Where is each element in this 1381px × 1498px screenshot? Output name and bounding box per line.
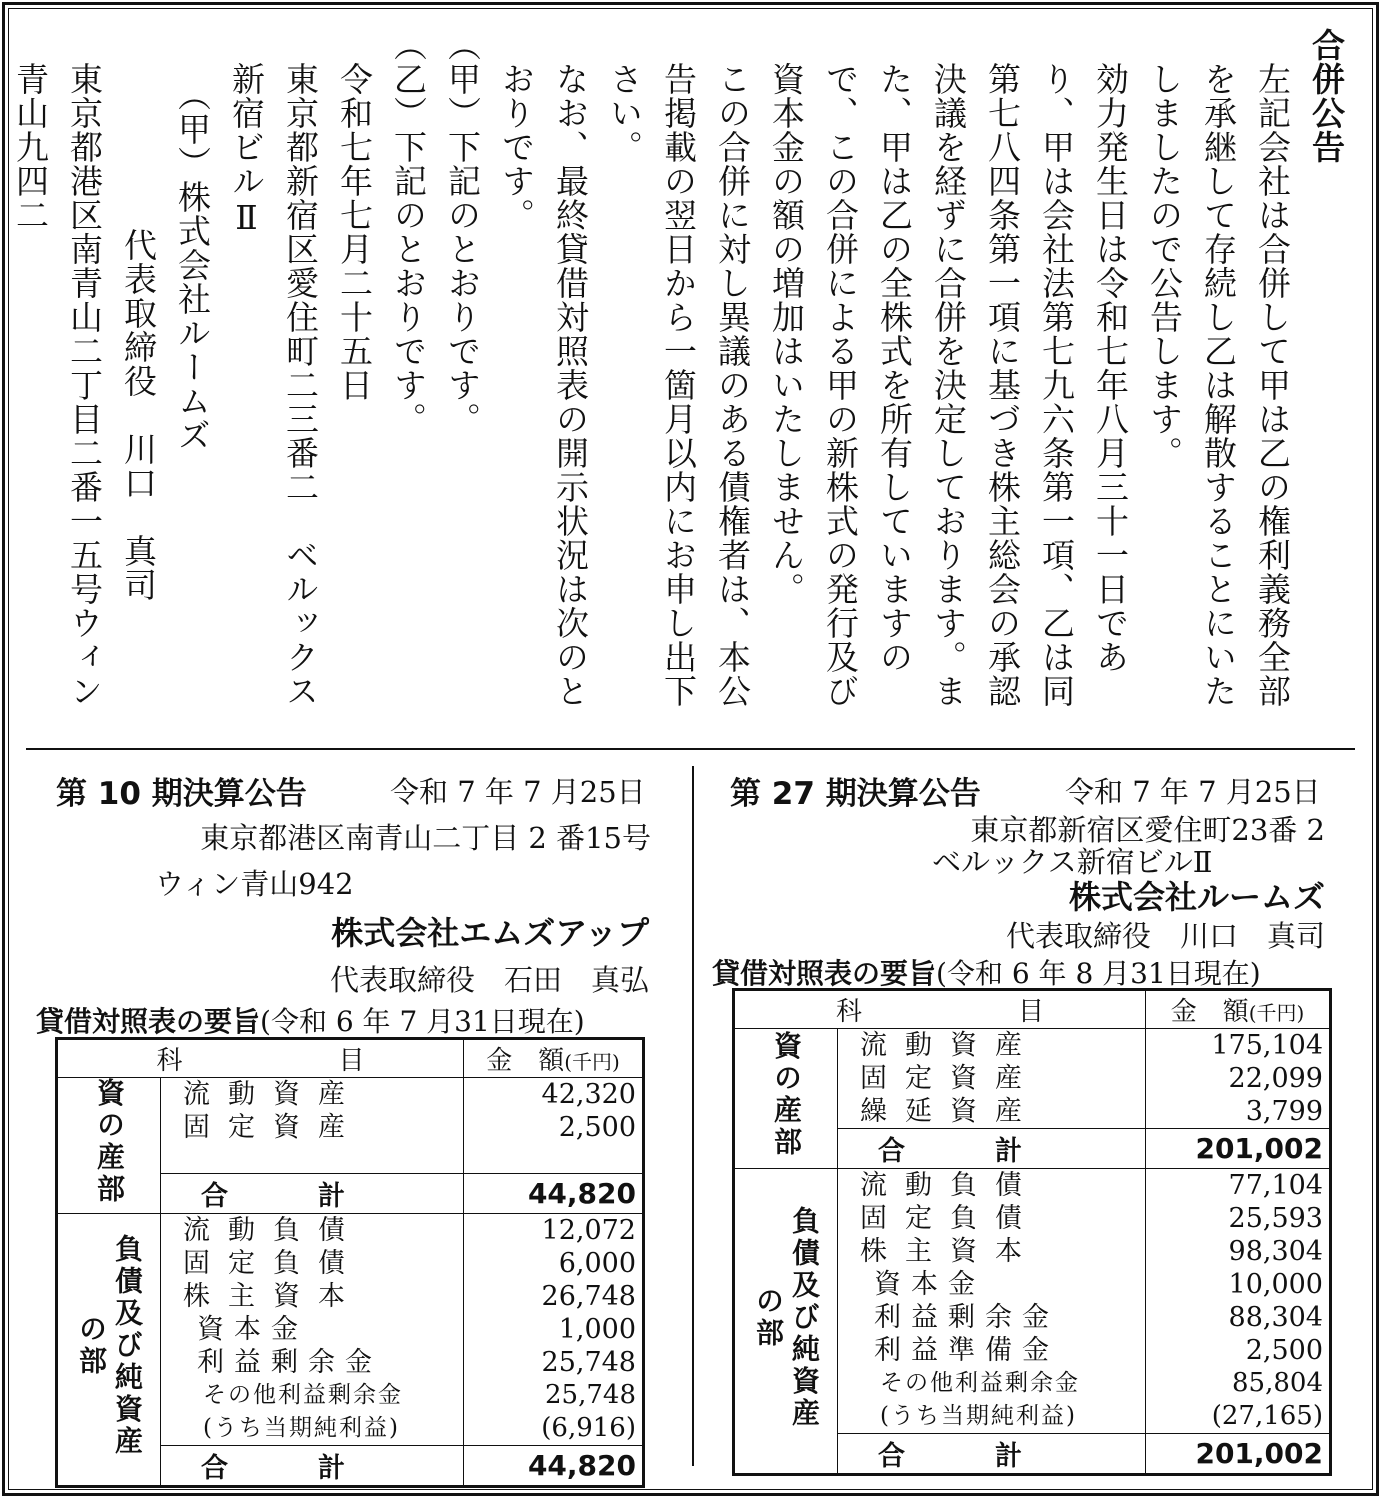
left-bs-date: (令和 6 年 7 月31日現在) xyxy=(260,1005,585,1038)
left-assets-total: 44,820 xyxy=(464,1174,644,1214)
right-assets-total: 201,002 xyxy=(1146,1129,1331,1169)
left-liabilities-item-value: 1,000 xyxy=(558,1314,636,1345)
party-a-address: 東京都新宿区愛住町二三番二 ベルックス新宿ビルⅡ xyxy=(227,62,320,708)
left-liabilities-label: 負債及び純資産の部 xyxy=(75,1234,144,1458)
right-liabilities-item-value: 98,304 xyxy=(1228,1236,1323,1267)
right-liabilities-section xyxy=(734,1169,838,1475)
left-liabilities-item-name: 株主資本 xyxy=(183,1281,363,1312)
merger-notice xyxy=(11,28,1353,738)
right-liabilities-total-label: 合計 xyxy=(838,1434,1146,1475)
party-a-rep: 代表取締役 川口 真司 xyxy=(119,228,158,602)
right-liabilities-item-name: 利益準備金 xyxy=(874,1335,1059,1366)
right-company: 株式会社ルームズ xyxy=(1068,878,1325,916)
right-bs-title xyxy=(712,952,1261,992)
right-liabilities-item-value: 25,593 xyxy=(1228,1203,1323,1234)
right-assets-item-name: 固定資産 xyxy=(860,1063,1040,1094)
left-bs-title xyxy=(36,1000,585,1040)
left-assets-values xyxy=(464,1078,644,1174)
left-liabilities-item-value: 25,748 xyxy=(545,1380,636,1410)
left-liabilities-item-name: 流動負債 xyxy=(183,1215,363,1246)
left-liabilities-item-name: その他利益剰余金 xyxy=(203,1382,403,1408)
left-liabilities-item-name: (うち当期純利益) xyxy=(203,1415,400,1441)
left-liabilities-item-name: 資本金 xyxy=(197,1314,308,1345)
right-liabilities-item-value: 2,500 xyxy=(1245,1335,1323,1366)
left-liabilities-item-value: 12,072 xyxy=(541,1215,636,1246)
right-bs-heading: 貸借対照表の要旨 xyxy=(712,957,937,990)
right-liabilities-item-value: 10,000 xyxy=(1228,1269,1323,1300)
right-balance-sheet xyxy=(732,988,1332,1476)
right-title: 第 27 期決算公告 xyxy=(730,776,981,812)
party-b-company xyxy=(0,28,3,738)
right-assets-item-name: 流動資産 xyxy=(860,1030,1040,1061)
left-address-2: ウィン青山942 xyxy=(155,867,354,901)
left-liabilities-item-name: 固定負債 xyxy=(183,1248,363,1279)
left-assets-item-name: 固定資産 xyxy=(183,1112,363,1143)
left-balance-sheet xyxy=(55,1037,645,1488)
notice-title: 合併公告 xyxy=(1307,28,1346,164)
left-head-amount xyxy=(464,1039,644,1078)
right-head-unit: (千円) xyxy=(1248,1001,1305,1025)
left-title: 第 10 期決算公告 xyxy=(56,776,307,812)
notice-paragraph-2: 効力発生日は令和七年八月三十一日であり、甲は会社法第七九六条第一項、乙は同第七八四条第一項に基づき株主総会の承認決議を経ずに合併を決定しております。また、甲は乙の全株式を所有していますので、この合併による甲の新株式の発行及び資本金の額の増加はいたしません。 xyxy=(767,62,1130,708)
left-address-1: 東京都港区南青山二丁目 2 番15号 xyxy=(200,821,651,855)
right-rep: 代表取締役 川口 真司 xyxy=(1005,919,1325,953)
left-assets-item-value: 42,320 xyxy=(541,1079,636,1110)
left-bs-heading: 貸借対照表の要旨 xyxy=(36,1005,261,1038)
right-address-2: ベルックス新宿ビルⅡ xyxy=(932,845,1213,879)
left-liabilities-values xyxy=(464,1214,644,1446)
right-assets-values xyxy=(1146,1029,1331,1129)
right-assets-section xyxy=(734,1029,838,1169)
right-assets-item-value: 175,104 xyxy=(1211,1030,1323,1061)
left-liabilities-item-value: 26,748 xyxy=(541,1281,636,1312)
left-assets-total-label: 合計 xyxy=(161,1174,464,1214)
left-head-item: 科 目 xyxy=(57,1039,464,1078)
notice-paragraph-3: この合併に対し異議のある債権者は、本公告掲載の翌日から一箇月以内にお申し出下さい。 xyxy=(605,62,752,708)
notice-paragraph-4: なお、最終貸借対照表の開示状況は次のとおりです。 xyxy=(497,62,590,708)
right-assets-total-label: 合計 xyxy=(838,1129,1146,1169)
left-assets-label: 資の産部 xyxy=(93,1078,126,1206)
left-assets-item-value: 2,500 xyxy=(558,1112,636,1143)
right-assets-item-name: 繰延資産 xyxy=(860,1096,1040,1127)
right-liabilities-values xyxy=(1146,1169,1331,1434)
right-liabilities-item-name: その他利益剰余金 xyxy=(880,1370,1080,1396)
right-liabilities-item-value: 88,304 xyxy=(1228,1302,1323,1333)
right-assets-items xyxy=(838,1029,1146,1129)
left-liabilities-item-value: 6,000 xyxy=(558,1248,636,1279)
left-head-unit: (千円) xyxy=(564,1050,620,1074)
right-assets-label: 資の産部 xyxy=(770,1031,803,1159)
right-head-amount xyxy=(1146,990,1331,1029)
left-liabilities-item-value: 25,748 xyxy=(541,1347,636,1378)
right-assets-item-value: 3,799 xyxy=(1245,1096,1323,1127)
notice-date: 令和七年七月二十五日 xyxy=(335,62,374,402)
right-head-item: 科 目 xyxy=(734,990,1146,1029)
horizontal-divider xyxy=(26,748,1355,750)
right-liabilities-item-name: 株主資本 xyxy=(860,1236,1040,1267)
right-liabilities-total: 201,002 xyxy=(1146,1434,1331,1475)
right-date: 令和 7 年 7 月25日 xyxy=(1065,775,1321,809)
right-head-amount-label: 金 額 xyxy=(1170,997,1249,1027)
right-liabilities-item-name: 資本金 xyxy=(874,1269,985,1300)
left-liabilities-item-name: 利益剰余金 xyxy=(197,1347,382,1378)
right-liabilities-item-name: (うち当期純利益) xyxy=(880,1403,1077,1429)
party-b-address: 東京都港区南青山二丁目二番一五号ウィン青山九四二 xyxy=(11,62,104,708)
party-a-company: （甲）株式会社ルームズ xyxy=(173,78,212,452)
right-liabilities-item-value: (27,165) xyxy=(1211,1401,1323,1431)
notice-party-a-status: （甲）下記のとおりです。 xyxy=(443,28,482,436)
left-assets-items xyxy=(161,1078,464,1174)
notice-paragraph-1: 左記会社は合併して甲は乙の権利義務全部を承継して存続し乙は解散することにいたしましたので公告します。 xyxy=(1145,62,1292,708)
left-liabilities-total-label: 合計 xyxy=(161,1446,464,1487)
right-liabilities-label: 負債及び純資産の部 xyxy=(752,1205,821,1430)
left-head-amount-label: 金 額 xyxy=(486,1046,565,1076)
vertical-divider xyxy=(692,766,694,1466)
left-company: 株式会社エムズアップ xyxy=(331,914,649,952)
right-liabilities-item-value: 85,804 xyxy=(1232,1368,1323,1398)
right-liabilities-items xyxy=(838,1169,1146,1434)
left-assets-section xyxy=(57,1078,161,1214)
right-liabilities-item-name: 利益剰余金 xyxy=(874,1302,1059,1333)
right-assets-item-value: 22,099 xyxy=(1228,1063,1323,1094)
right-liabilities-item-name: 固定負債 xyxy=(860,1203,1040,1234)
notice-party-b-status: （乙）下記のとおりです。 xyxy=(389,28,428,436)
left-liabilities-item-value: (6,916) xyxy=(541,1413,636,1443)
left-assets-item-name: 流動資産 xyxy=(183,1079,363,1110)
left-date: 令和 7 年 7 月25日 xyxy=(390,775,646,809)
left-rep: 代表取締役 石田 真弘 xyxy=(329,963,649,997)
left-liabilities-section xyxy=(57,1214,161,1487)
right-liabilities-item-value: 77,104 xyxy=(1228,1170,1323,1201)
right-bs-date: (令和 6 年 8 月31日現在) xyxy=(936,957,1261,990)
right-liabilities-item-name: 流動負債 xyxy=(860,1170,1040,1201)
left-liabilities-items xyxy=(161,1214,464,1446)
right-address-1: 東京都新宿区愛住町23番 2 xyxy=(970,813,1325,847)
left-liabilities-total: 44,820 xyxy=(464,1446,644,1487)
